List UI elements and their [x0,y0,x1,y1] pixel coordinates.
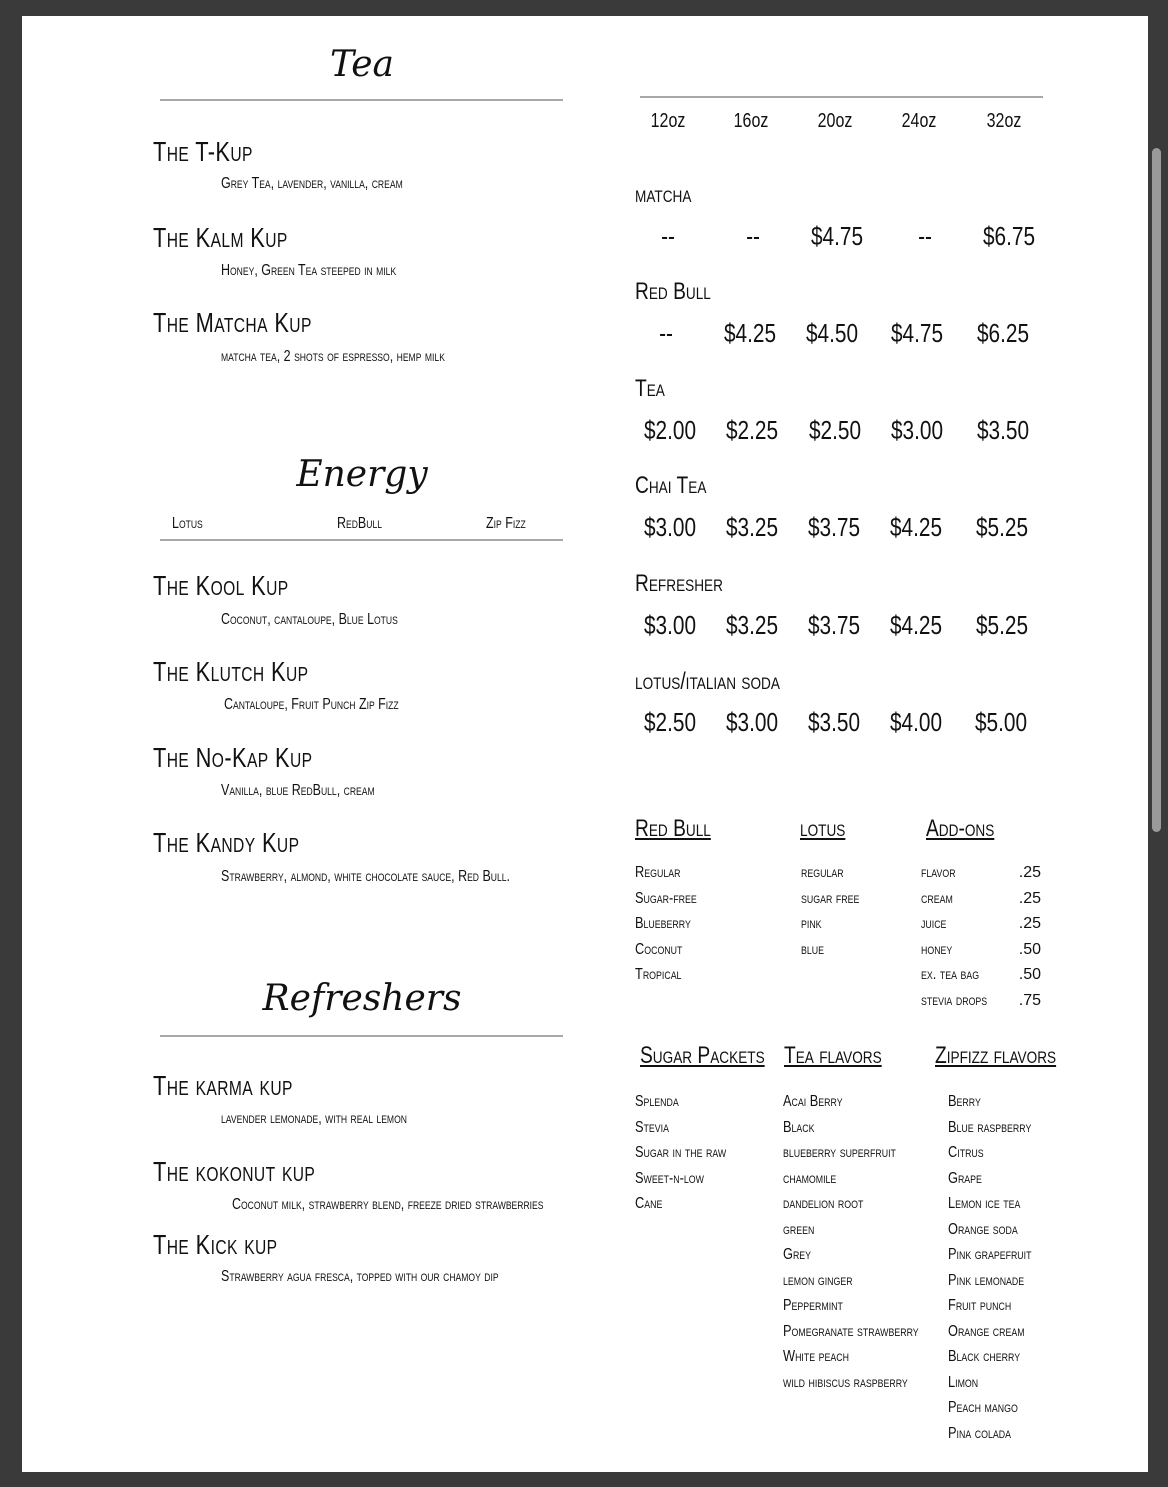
scrollbar[interactable] [1152,148,1161,832]
list-item: ex. tea bag [921,966,980,983]
list-item: cream [921,889,953,907]
menu-item-description: Vanilla, blue RedBull, cream [221,782,375,799]
price-cell: $5.00 [974,707,1028,737]
list-item: Pink lemonade [948,1271,1025,1289]
list-item: sugar free [801,889,860,907]
price-cell: $4.75 [890,318,944,348]
zipfizz-flavors-list [948,1089,1031,1446]
menu-item-description: Coconut milk, strawberry blend, freeze dried strawberries [232,1196,544,1213]
price-row-name: Chai Tea [635,472,707,499]
price-cell: $6.75 [982,221,1036,251]
addon-price: .25 [1018,864,1041,881]
price-cell: $4.25 [889,610,943,640]
list-item: Fruit punch [948,1297,1012,1314]
tea-flavors-title: Tea flavors [784,1042,882,1069]
size-header-32oz: 32oz [986,110,1022,132]
energy-column-zipfizz: Zip Fizz [486,515,526,532]
list-item: Orange cream [948,1322,1025,1340]
menu-item-name: The No-Kap Kup [153,742,313,773]
list-item: Grey [783,1246,812,1263]
price-cell: $4.25 [889,512,943,542]
price-cell: $3.25 [725,610,779,640]
price-cell: -- [659,318,673,348]
price-cell: $2.50 [643,707,697,737]
price-cell: $3.25 [725,512,779,542]
addon-price: .75 [1018,991,1041,1009]
list-item: regular [801,864,844,881]
list-item: pink [801,915,822,932]
price-cell: $2.50 [808,415,862,445]
addon-price: .25 [1018,889,1041,907]
menu-item-name: The Kick kup [153,1229,278,1260]
price-row-name: Tea [635,375,665,402]
price-cell: $3.00 [725,707,779,737]
menu-item-description: Grey Tea, lavender, vanilla, cream [221,175,403,192]
list-item: Blueberry [635,915,691,932]
list-item: chamomile [783,1169,837,1187]
menu-item-name: The kokonut kup [153,1156,316,1187]
list-item: Blue raspberry [948,1118,1032,1136]
list-item: Black cherry [948,1348,1021,1365]
list-item: Lemon ice tea [948,1195,1021,1212]
lotus-flavor-list [801,860,859,962]
list-item: Splenda [635,1093,679,1110]
list-item: Regular [635,864,681,881]
price-row-name: Red Bull [635,278,711,305]
menu-item-name: The Kool Kup [153,570,289,601]
menu-item-name: The Kandy Kup [153,827,300,858]
menu-item-name: The karma kup [153,1070,293,1101]
redbull-flavor-list [635,860,697,988]
price-cell: $4.00 [889,707,943,737]
addon-price: .50 [1018,966,1041,983]
price-cell: -- [661,221,675,251]
list-item: lemon ginger [783,1271,853,1289]
size-header-16oz: 16oz [733,110,769,132]
menu-item-name: The Matcha Kup [153,307,312,338]
size-header-24oz: 24oz [901,110,937,132]
list-item: Peach mango [948,1399,1018,1416]
list-item: Coconut [635,940,683,958]
list-item: juice [921,915,947,932]
price-cell: $4.50 [805,318,859,348]
price-cell: $4.25 [723,318,777,348]
list-item: dandelion root [783,1195,864,1212]
menu-item-name: The Klutch Kup [153,656,309,687]
list-item: honey [921,940,953,958]
list-item: blue [801,940,824,958]
addon-price: .25 [1018,915,1041,932]
tea-section-title: Tea [330,44,394,85]
price-cell: -- [746,221,760,251]
price-cell: $4.75 [810,221,864,251]
list-item: Berry [948,1093,981,1110]
size-header-12oz: 12oz [650,110,686,132]
list-item: Pina colada [948,1424,1011,1442]
price-row-name: matcha [635,181,692,208]
menu-item-description: Strawberry agua fresca, topped with our chamoy dip [221,1268,499,1285]
menu-item-description: Strawberry, almond, white chocolate sauce, Red Bull. [221,868,511,885]
addons-price-list [1001,860,1041,1013]
list-item: Limon [948,1373,979,1391]
price-cell: $2.25 [725,415,779,445]
list-item: Stevia [635,1118,669,1136]
lotus-list-title: lotus [800,815,846,842]
price-cell: $2.00 [643,415,697,445]
price-cell: $3.00 [890,415,944,445]
price-cell: $3.00 [643,512,697,542]
energy-column-lotus: Lotus [172,515,203,532]
list-item: wild hibiscus raspberry [783,1373,908,1391]
sugar-packets-title: Sugar Packets [640,1042,765,1069]
tea-flavors-list [783,1089,919,1395]
list-item: Pomegranate strawberry [783,1322,919,1340]
menu-item-description: Coconut, cantaloupe, Blue Lotus [221,611,398,628]
list-item: White peach [783,1348,850,1365]
list-item: Sweet-n-low [635,1169,704,1187]
refreshers-divider [160,1035,563,1037]
price-row-name: lotus/italian soda [635,668,780,695]
menu-item-name: The T-Kup [153,136,253,167]
price-cell: $6.25 [976,318,1030,348]
zipfizz-flavors-title: Zipfizz flavors [935,1042,1057,1069]
list-item: Peppermint [783,1297,843,1314]
price-row-name: Refresher [635,570,723,597]
addon-price: .50 [1018,940,1041,958]
list-item: Cane [635,1195,663,1212]
price-cell: $5.25 [975,610,1029,640]
menu-item-description: matcha tea, 2 shots of espresso, hemp milk [221,348,445,365]
list-item: Tropical [635,966,682,983]
redbull-list-title: Red Bull [635,815,711,842]
energy-column-redbull: RedBull [337,515,382,532]
price-cell: $5.25 [975,512,1029,542]
list-item: green [783,1220,815,1238]
list-item: Black [783,1118,815,1136]
addons-list-title: Add-ons [926,815,995,842]
price-cell: $3.75 [807,512,861,542]
list-item: Sugar in the raw [635,1144,727,1161]
menu-item-description: Cantaloupe, Fruit Punch Zip Fizz [224,696,399,713]
price-cell: $3.50 [976,415,1030,445]
energy-divider [160,539,563,541]
list-item: blueberry superfruit [783,1144,896,1161]
addons-list [921,860,987,1013]
energy-section-title: Energy [296,454,428,495]
price-table-divider [640,96,1043,98]
price-cell: $3.75 [807,610,861,640]
list-item: Orange soda [948,1220,1018,1238]
size-header-20oz: 20oz [817,110,853,132]
tea-divider [160,99,563,101]
menu-item-description: Honey, Green Tea steeped in milk [221,262,397,279]
price-cell: -- [918,221,932,251]
list-item: stevia drops [921,991,988,1009]
list-item: flavor [921,864,956,881]
price-cell: $3.00 [643,610,697,640]
list-item: Sugar-free [635,889,697,907]
refreshers-section-title: Refreshers [262,978,462,1019]
price-cell: $3.50 [807,707,861,737]
list-item: Citrus [948,1144,984,1161]
list-item: Grape [948,1169,982,1187]
menu-item-name: The Kalm Kup [153,222,288,253]
list-item: Pink grapefruit [948,1246,1032,1263]
list-item: Acai Berry [783,1093,843,1110]
sugar-packets-list [635,1089,726,1217]
menu-item-description: lavender lemonade, with real lemon [221,1110,407,1127]
